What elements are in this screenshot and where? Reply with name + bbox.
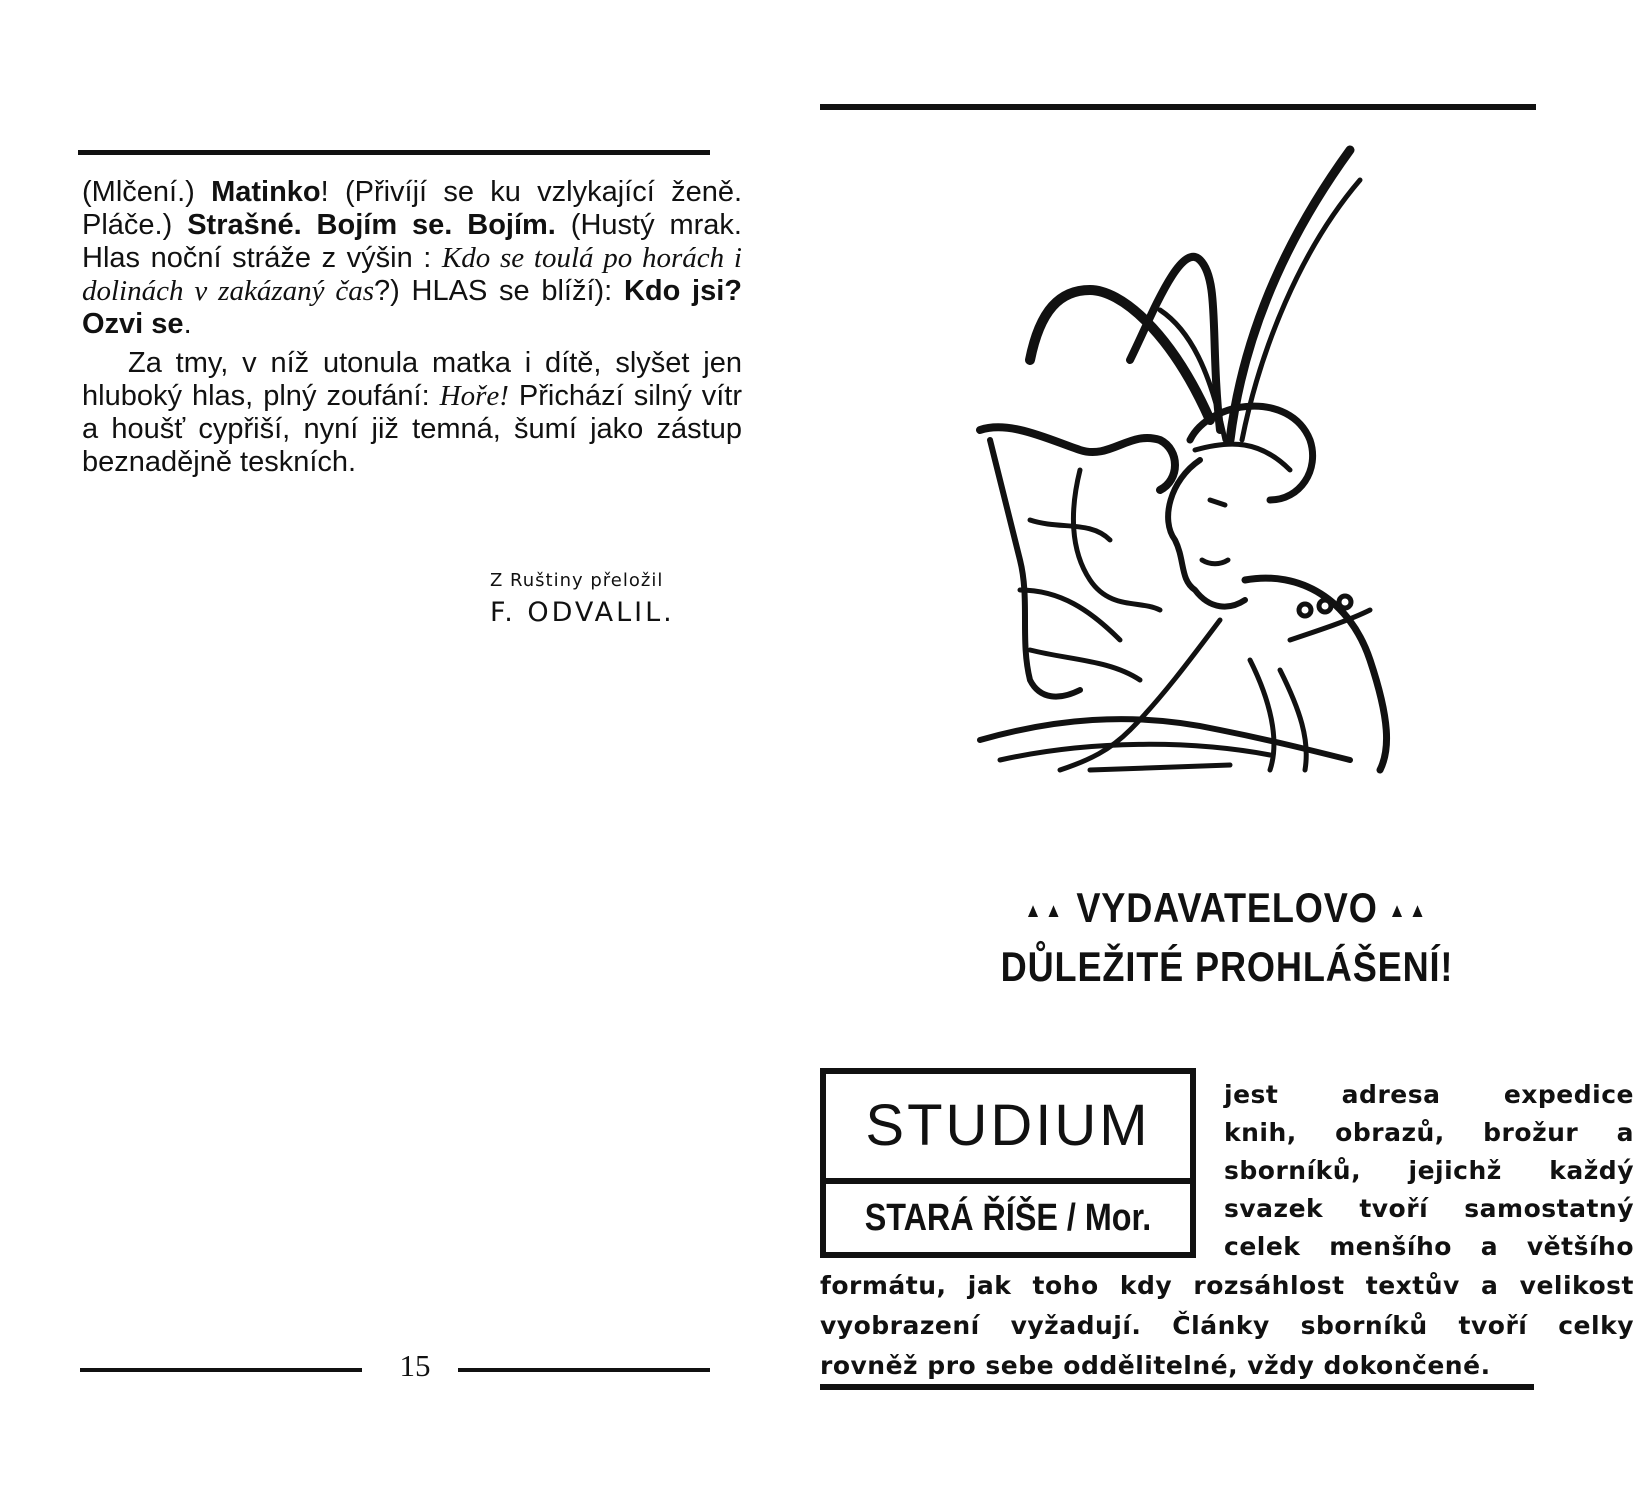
footer-rule-right [458, 1368, 710, 1372]
top-rule-right [820, 104, 1536, 110]
text-span: ?) HLAS se blíží): [374, 275, 624, 307]
announcement-heading [877, 880, 1577, 995]
right-page [820, 0, 1634, 1500]
text-span-bold: Matinko [211, 176, 321, 208]
text-span: ! (Přivíjí se ku vzlykající ženě. Pláče.) [82, 176, 743, 241]
drama-text [82, 176, 742, 479]
page-footer [0, 1348, 800, 1392]
left-page [0, 0, 800, 1500]
text-span: Za tmy, v níž utonula matka i dítě, slyšet jen hluboký hlas, plný zoufání: [82, 347, 742, 412]
box-title: STUDIUM [826, 1074, 1190, 1184]
triangle-ornament-icon: ▲▲ [1024, 899, 1066, 922]
footer-rule-left [80, 1368, 362, 1372]
text-line: rovněž pro sebe oddělitelné, vždy dokončené. [820, 1351, 1491, 1380]
heading-line-1 [877, 880, 1577, 939]
paragraph-2 [82, 347, 742, 479]
translator-name: F. ODVALIL. [490, 597, 675, 628]
text-line: formátu, jak toho kdy rozsáhlost textův a velikost [820, 1271, 1634, 1300]
text-span-italic: Kdo se toulá po horách i dolinách v zakázaný čas [82, 242, 742, 307]
announcement-text-side [1224, 1076, 1634, 1266]
heading-text-1: VYDAVATELOVO [1076, 884, 1378, 931]
announcement-text-bottom [820, 1266, 1634, 1386]
paragraph-1 [82, 176, 742, 341]
bottom-rule-right [820, 1384, 1534, 1390]
studium-address-box [820, 1068, 1196, 1258]
translator-credit [490, 570, 750, 628]
box-subtitle: STARÁ ŘÍŠE / Mor. [864, 1197, 1152, 1239]
text-span-italic: Hoře! [439, 380, 509, 412]
text-span-bold: Strašné. Bojím se. Bojím. [187, 209, 556, 241]
translator-line: Z Ruštiny přeložil [490, 570, 664, 591]
text-line: jest adresa expedice [1224, 1080, 1634, 1109]
text-line: vyobrazení vyžadují. Články sborníků tvoří celky [820, 1311, 1634, 1340]
text-span: (Mlčení.) [82, 176, 212, 208]
triangle-ornament-icon: ▲▲ [1388, 899, 1430, 922]
text-line: svazek tvoří samostatný [1224, 1194, 1634, 1223]
text-span-bold: Kdo jsi? Ozvi se [82, 275, 742, 340]
text-line: knih, obrazů, brožur a [1224, 1118, 1634, 1147]
text-span: Přichází silný vítr a houšť cypřiší, nyní již temná, šumí jako zástup beznadějně teskních. [82, 380, 743, 478]
text-span: . [183, 308, 192, 340]
page-number: 15 [399, 1348, 431, 1383]
heading-line-2: DŮLEŽITÉ PROHLÁŠENÍ! [1000, 942, 1454, 990]
text-span: (Hustý mrak. Hlas noční stráže z výšin : [82, 209, 742, 274]
text-line: celek menšího a většího [1224, 1232, 1634, 1261]
top-rule-left [78, 150, 710, 155]
text-line: sborníků, jejichž každý [1224, 1156, 1634, 1185]
jester-illustration [970, 140, 1400, 780]
